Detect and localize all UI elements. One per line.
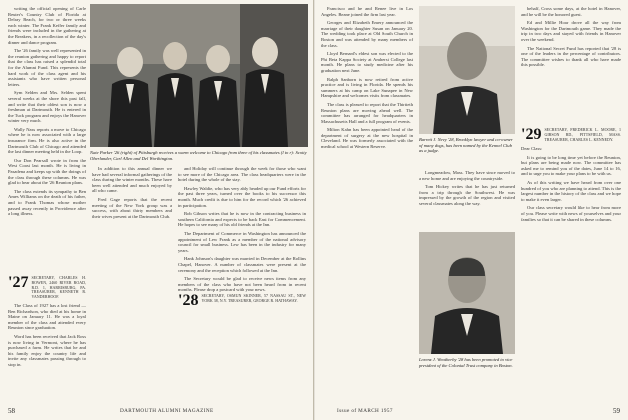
class-number: '29	[521, 126, 542, 143]
paragraph: Fred Gage reports that the recent meeting of the New York group was a success, with about thirty members and their wives present at the Dartmouth Club.	[92, 196, 172, 219]
paragraph: Lloyd Bernard's eldest son was elected to the Phi Beta Kappa Society at Amherst College last month. He plans to study medicine after his graduation next June.	[321, 51, 413, 73]
page-number: 59	[613, 407, 620, 415]
portrait-photo-2	[419, 232, 515, 354]
paragraph: The National Secret Fund has reported that '28 is one of the leaders in the percentage of contributors. The committee wishes to thank all who have made this possible.	[521, 45, 621, 68]
portrait-2-caption: Lorenz J. Weatherby '28 has been promoted to vice president of the Colonial Trust company in Boston.	[419, 357, 513, 368]
paragraph: Ed and Millie Hoar drove all the way from Washington for the Dartmouth game. They made the trip in two days and stayed with friends in Hanover over the weekend.	[521, 20, 621, 42]
right-column-2	[419, 170, 515, 226]
paragraph: It is going to be long time yet before the Reunion, but plans are being made now. The committee has asked me to remind you of the dates, June 14 to 16, and to urge you to make your plans to be with us.	[521, 154, 621, 177]
paragraph: As of this writing we have heard from over one hundred of you who are planning to attend. This is the largest number in the history of the class and we hope to make it even larger.	[521, 179, 621, 202]
paragraph: Francisco and he and Renee live in Los Angeles. Beane joined the firm last year.	[321, 6, 413, 17]
paragraph: The Class of 1927 has a lost friend — Ben Richardson, who died at his home in Maine on January 11. He was a loyal member of the class and attended every Reunion since graduation.	[8, 302, 86, 331]
paragraph: Wally Nass reports a move to Chicago where he is now associated with a large insurance firm. He is also active in the Dartmouth Club of Chicago and attended the last dinner meeting held in the Loop.	[8, 126, 86, 155]
paragraph: Longmeadow, Mass. They have since moved to a new home and are enjoying the countryside.	[419, 170, 515, 181]
portrait-1-caption: Barrett J. Nevy '28, Brooklyn lawyer and co-owner of many dogs, has been named by the Kennel Club as a judge.	[419, 137, 513, 154]
paragraph: Hank Johnson's daughter was married in December at the Rollins Chapel, Hanover. A number of classmates were present at the ceremony and the reception which followed at the Inn.	[178, 256, 306, 273]
group-photo	[90, 4, 308, 147]
class-1927-heading	[8, 275, 86, 300]
class-1929-heading	[521, 127, 621, 143]
paragraph: The Department of Commerce in Washington has announced the appointment of Lew Frank as a member of the national advisory council for small business. Lew has been in the industry for many years.	[178, 230, 306, 253]
right-page	[315, 0, 628, 420]
paragraph: Sym Selden and Mrs. Selden spent several weeks at the shore this past fall, and write that their oldest son is now a freshman at Dartmouth. He is entered in the Tuck program and enjoys the Hanover winter very much.	[8, 90, 86, 124]
class-secretary-info: SECRETARY, CHARLES H. BOWEN, 2460 RIVER ROAD, R.D. 1, HARRISBURG, PA. TREASURER, KENNETH R. VANDERHOOF.	[31, 275, 86, 300]
paragraph: Georges and Elizabeth Emery announced the marriage of their daughter Susan on January 20. The wedding took place at Old South Church in Boston and was attended by many members of the class.	[321, 20, 413, 48]
paragraph: Our Don Pearsall wrote in from the West Coast last month. He is living in Pasadena and keeps up with the doings of the class through these columns. He was glad to hear about the '26 Reunion plans.	[8, 157, 86, 186]
magazine-footer: DARTMOUTH ALUMNI MAGAZINE	[120, 408, 214, 414]
paragraph: behalf, Cross some days, at the hotel in Hanover, and he will be the honored guest.	[521, 6, 621, 17]
class-secretary-info: SECRETARY, FREDERICK L. MOORE, 1 GIBSON RD., PITTSFIELD, MASS. TREASURER, CHARLES L. KENNEDY.	[544, 127, 621, 142]
left-column-mid	[92, 166, 172, 286]
paragraph: and Holiday will continue through the week for those who want to see more of the Chicago area. The class headquarters were in the hotel during the whole of the stay.	[178, 166, 306, 183]
paragraph: writing the official opening of Carle Reuter's Country Club of Florida at Delray Beach, for two or three weeks each winter. The Frank Keffer family and friends were included in the gathering at the Breakers, in a recollection of the day's dinner and dance program.	[8, 6, 86, 45]
paragraph: The Secretary would be glad to receive news items from any members of the class who have not been heard from in recent months. Please drop a postcard with your news.	[178, 276, 306, 293]
left-column-2	[178, 166, 306, 293]
paragraph: Ralph Sanborn is now retired from active practice and is living in Florida. He spends his summers at his camp on Lake Sunapee in New Hampshire and welcomes visits from classmates.	[321, 76, 413, 99]
class-1928-section	[178, 290, 306, 400]
paragraph: In addition to this annual dinner we have had several informal gatherings of the class during the winter months. These have been well attended and much enjoyed by all who came.	[92, 166, 172, 194]
portrait-photo-1	[419, 6, 515, 134]
group-photo-caption: Nate Parker '26 (right) of Pittsburgh receives a warm welcome to Chicago from three of his classmates (l to r): Scotty Oberlander, Carl Allen and Del Worthington.	[90, 150, 307, 161]
paragraph: Our class secretary would like to hear from more of you. Please write with news of yourselves and your families so that it can be shared in these columns.	[521, 205, 621, 222]
paragraph: The class is pleased to report that the Thirtieth Reunion plans are moving ahead well. The committee has arranged for headquarters in Massachusetts Hall and a full program of events.	[321, 101, 413, 124]
class-1927-section	[8, 272, 86, 400]
class-number: '27	[8, 274, 29, 291]
salutation: Dear Class:	[521, 146, 543, 151]
paragraph: Milton Kahn has been appointed head of the department of surgery at the new hospital in Cleveland. He was formerly associated with the medical school at Western Reserve.	[321, 127, 413, 150]
paragraph: The class extends its sympathy to Ben Ames Williams on the death of his father, and to Frank Thomas whose mother passed away recently in Providence after a long illness.	[8, 188, 86, 217]
paragraph: Tom Hickey writes that he has just returned from a trip through the Southwest. He was impressed by the growth of the region and visited several classmates along the way.	[419, 184, 515, 206]
class-1929-section	[521, 124, 621, 398]
right-column-3	[521, 6, 621, 122]
right-column-1	[321, 6, 413, 398]
paragraph: Hawley Waldie, who has very ably headed up our Fund efforts for the past three years, turned over the books to his successor this month. Much credit is due to him for the record which '26 achieved in participation.	[178, 185, 306, 208]
class-secretary-info: SECRETARY, OSMUN SKINNER, 57 NASSAU ST., NEW YORK 38, N.Y. TREASURER, GEORGE R. HATHAWAY.	[201, 293, 306, 303]
class-1928-heading	[178, 293, 306, 309]
paragraph: Bob Gibson writes that he is now in the contracting business in southern California and expects to be back East for Commencement. He hopes to see many of his old friends at the Inn.	[178, 211, 306, 228]
class-number: '28	[178, 292, 199, 309]
paragraph: Word has been received that Jack Ross is now living in Vermont, where he has purchased a farm. He writes that he and his family enjoy the country life and invite any classmates passing through to stop in.	[8, 333, 86, 367]
page-number: 58	[8, 407, 15, 415]
left-column-1	[8, 6, 86, 268]
issue-footer: Issue of MARCH 1957	[337, 408, 393, 414]
paragraph: The '26 family was well represented in the reunion gathering and happy to report that the class has raised a splendid total for the Alumni Fund. This represents the hard work of the class agent and his assistants who have written personal letters.	[8, 48, 86, 87]
